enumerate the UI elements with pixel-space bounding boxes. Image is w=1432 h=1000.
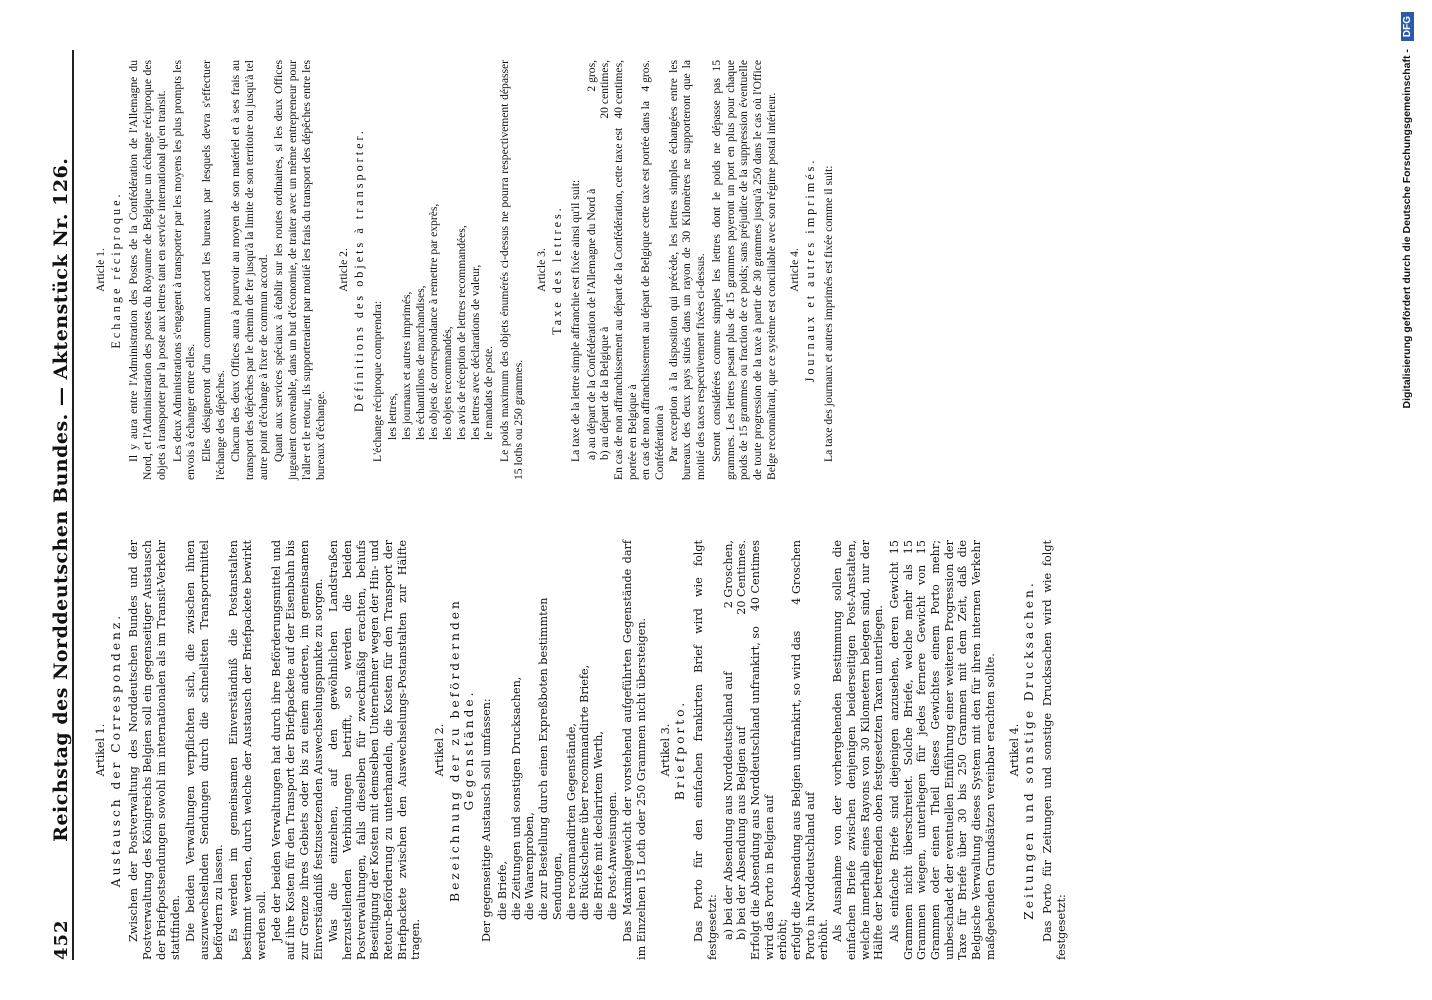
dfg-logo: DFG <box>1401 12 1414 41</box>
rate-value: 20 centimes, <box>598 60 612 119</box>
credit-text: Digitalisierung gefördert durch die Deutsche Forschungsgemeinschaft - <box>1401 49 1413 409</box>
german-column <box>84 540 1068 960</box>
article-2-title-fr: Définitions des objets à transporter. <box>351 128 366 412</box>
list-item: die recommandirten Gegenstände, <box>564 723 578 920</box>
paragraph: Les deux Administrations s'engagent à transporter par les moyens les plus prompts les envois à échanger entre elles. <box>170 60 198 480</box>
article-2-heading-fr: Article 2. <box>337 248 351 292</box>
rate-line <box>612 60 639 480</box>
rate-value: 20 Centimes. <box>735 540 749 615</box>
article-4-heading-fr: Article 4. <box>788 248 802 292</box>
list-item: les échantillons de marchandises, <box>413 285 427 440</box>
rate-label: a) bei der Absendung aus Norddeutschland auf <box>721 671 735 940</box>
paragraph: Par exception à la disposition qui précède, les lettres simples échangées entre les bureaux des deux pays situés dans un rayon de 30 Kilomètres ne supporteront que la moitié des taxes respectivement fixées ci-dessus. <box>666 60 708 480</box>
list-item: die Briefe, <box>495 860 509 920</box>
paragraph: Als Ausnahme von der vorhergehenden Bestimmung sollen die einfachen Briefe zwischen denjenigen beiderseitigen Post-Anstalten, welche innerhalb eines Rayons von 30 Kilometern belegen sind, nur der Hälfte der betreffenden oben festgesetzten Taxen unterliegen. <box>831 540 886 960</box>
rate-label: en cas de non affranchissement au départ de Belgique cette taxe est portée dans la Confédération à <box>639 101 667 480</box>
rate-value: 2 gros, <box>584 60 598 92</box>
rate-line <box>749 540 776 960</box>
paragraph: Als einfache Briefe sind diejenigen anzusehen, deren Gewicht 15 Grammen nicht überschreitet. Solche Briefe, welche mehr als 15 Grammen wiegen, unterliegen für jedes fernere Gewicht von 15 Grammen oder einen Theil dieses Gewichtes einem Porto mehr; unbeschadet der eventuellen Einführung einer weiteren Progression der Taxe für Briefe über 30 bis 250 Grammen mit dem Zeit, daß die Belgische Verwaltung dieses System mit den für ihren internen Verkehr maßgebenden Grundsätzen vereinbar erachten sollte. <box>887 540 997 960</box>
rate-line <box>598 60 612 460</box>
rate-value: 2 Groschen, <box>721 540 735 609</box>
rate-line <box>722 540 736 940</box>
paragraph: Elles désigneront d'un commun accord les bureaux par lesquels devra s'effectuer l'échange des dépêches. <box>199 60 227 480</box>
article-1-heading-de: Artikel 1. <box>94 723 107 777</box>
article-2-heading-de: Artikel 2. <box>433 723 447 777</box>
list-item: les lettres, <box>386 392 400 440</box>
page-header <box>38 50 74 960</box>
paragraph: Jede der beiden Verwaltungen hat durch ihre Beförderungsmittel und auf ihre Kosten für den Transport der Briefpackete auf der Eisenbahn bis zur Grenze ihres Gebiets oder bis zu einem anderen, im gemeinsamen Einverständniß festzusetzenden Auswechselungspunkte zu sorgen. <box>270 540 325 960</box>
article-1-title-fr: Echange réciproque. <box>108 191 123 349</box>
list-item: die Rückscheine über recommandirte Briefe, <box>578 664 592 920</box>
rate-label: En cas de non affranchissement au départ de la Confédération, cette taxe est portée en Belgique à <box>611 127 639 480</box>
paragraph: Die beiden Verwaltungen verpflichten sich, die zwischen ihnen auszuwechselnden Sendungen durch die schnellsten Transportmittel befördern zu lassen. <box>184 540 225 960</box>
article-2-title-de: Bezeichnung der zu befördernden Gegenstände. <box>447 598 476 902</box>
french-column <box>84 60 944 480</box>
paragraph: Der gegenseitige Austausch soll umfassen: <box>480 698 494 942</box>
running-title: Reichstag des Norddeutschen Bundes. — Aktenstück Nr. 126. <box>50 157 72 842</box>
page-number: 452 <box>51 919 72 960</box>
list-item: les objets de correspondance à remettre par exprès, <box>427 203 441 440</box>
list-item: les lettres avec déclarations de valeur, <box>468 264 482 440</box>
article-4-heading-de: Artikel 4. <box>1007 723 1021 777</box>
paragraph: Zwischen der Postverwaltung des Norddeutschen Bundes und der Postverwaltung des Königreichs Belgien soll ein gegenseitiger Austausch der Briefpostsendungen sowohl im internationalen als im Transit-Verkehr stattfinden. <box>127 540 182 960</box>
rate-value: 4 Groschen <box>790 540 804 605</box>
list-item: le mandats de poste. <box>482 345 496 440</box>
list-item: les objets recommandés, <box>441 326 455 440</box>
paragraph: Chacun des deux Offices aura à pourvoir au moyen de son matériel et à ses frais au transport des dépêches par le chemin de fer jusqu'à la limite de son territoire ou jusqu'à tel autre point d'échange à fixer de commun accord. <box>229 60 270 480</box>
paragraph: Das Porto für Zeitungen und sonstige Drucksachen wird wie folgt festgesetzt: <box>1041 540 1068 960</box>
item-list-de <box>496 540 619 960</box>
paragraph: Das Maximalgewicht der vorstehend aufgeführten Gegenstände darf im Einzelnen 15 Loth oder 250 Grammen nicht übersteigen. <box>621 540 649 960</box>
paragraph: Das Porto für den einfachen frankirten Brief wird wie folgt festgesetzt: <box>692 540 719 960</box>
paragraph-end: erhöht. <box>817 918 831 960</box>
paragraph: La taxe des journaux et autres imprimés est fixée comme il suit: <box>821 165 835 462</box>
article-4-title-fr: Journaux et autres imprimés. <box>803 157 818 383</box>
article-3-title-de: Briefporto. <box>673 699 688 801</box>
rate-line <box>585 60 599 460</box>
paragraph: Le poids maximum des objets énumérés ci-dessus ne pourra respectivement dépasser 15 loths ou 250 grammes. <box>497 60 525 480</box>
rate-label: a) au départ de la Confédération de l'Allemagne du Nord à <box>584 188 598 460</box>
paragraph: Seront considérées comme simples les lettres dont le poids ne dépasse pas 15 grammes. Les lettres pesant plus de 15 grammes payeront un port en plus pour chaque poids de 15 grammes ou fraction de ce poids; sans préjudice de la suppression éventuelle de toute progression de la taxe à partir de 30 grammes jusqu'à 250 dans le cas où l'Office Belge reconnaîtrait, que ce système est conciliable avec son régime postal intérieur. <box>709 60 778 480</box>
rate-label: b) bei der Absendung aus Belgien auf <box>735 726 749 940</box>
list-item: die Post-Anweisungen. <box>605 791 619 920</box>
rate-label: erfolgt die Absendung aus Belgien unfrankirt, so wird das Porto in Norddeutschland auf <box>790 630 817 960</box>
list-item: die zur Bestellung durch einen Expreßboten bestimmten Sendungen, <box>537 597 564 920</box>
rate-label: Erfolgt die Absendung aus Norddeutschland unfrankirt, so wird das Porto in Belgien auf <box>748 626 776 960</box>
article-4-title-de: Zeitungen und sonstige Drucksachen. <box>1022 580 1037 920</box>
rate-value: 4 gros. <box>639 60 653 92</box>
paragraph: La taxe de la lettre simple affranchie est fixée ainsi qu'il suit: <box>568 179 582 462</box>
paragraph-end: erhöht; <box>776 918 790 960</box>
list-item: les avis de réception de lettres recommandées, <box>454 225 468 440</box>
rate-line <box>639 60 666 480</box>
rate-value: 40 Centimes <box>748 540 762 612</box>
paragraph: Es werden im gemeinsamen Einverständniß die Postanstalten bestimmt werden, durch welche der Austausch der Briefpackete bewirkt werden soll. <box>227 540 268 960</box>
rate-line <box>790 540 817 960</box>
paragraph: Il y aura entre l'Administration des Postes de la Confédération de l'Allemagne du Nord, et l'Administration des postes du Royaume de Belgique un échange réciproque des objets à transporter par la poste aux lettres tant en service international qu'en transit. <box>127 60 168 480</box>
list-item: die Waarenproben, <box>523 812 537 920</box>
paragraph: L'échange réciproque comprendra: <box>370 300 384 462</box>
article-1-heading-fr: Article 1. <box>94 248 107 292</box>
digitization-credit <box>1395 0 1419 1000</box>
list-item: die Zeitungen und sonstigen Drucksachen, <box>509 676 523 920</box>
article-1-title-de: Austausch der Correspondenz. <box>108 612 123 888</box>
list-item: les journaux et autres imprimés, <box>400 291 414 440</box>
item-list-fr <box>386 60 496 480</box>
list-item: die Briefe mit declarirtem Werth, <box>591 731 605 920</box>
rate-line <box>735 540 749 940</box>
paragraph: Was die einzelnen, auf den gewöhnlichen Landstraßen herzustellenden Verbindungen betrifft, so werden die beiden Postverwaltungen, falls dieselben für zweckmäßig erachten, behufs Beseitigung der Kosten mit demselben Unternehmer wegen der Hin- und Retour-Beförderung zu unterhandeln, die Kosten für den Transport der Briefpackete zwischen den Auswechselungs-Postanstalten zur Hälfte tragen. <box>327 540 423 960</box>
rate-label: b) au départ de la Belgique à <box>598 326 612 460</box>
article-3-title-fr: Taxe des lettres. <box>550 205 565 335</box>
article-3-heading-fr: Article 3. <box>535 248 549 292</box>
rate-value: 40 centimes, <box>611 60 625 119</box>
article-3-heading-de: Artikel 3. <box>658 723 672 777</box>
paragraph: Quant aux services spéciaux à établir sur les routes ordinaires, si les deux Offices jugeaient convenable, dans un but d'économie, de traiter avec un même entrepreneur pour l'aller et le retour, ils supporteraient par moitié les frais du transport des dépêches entre les bureaux d'échange. <box>272 60 327 480</box>
